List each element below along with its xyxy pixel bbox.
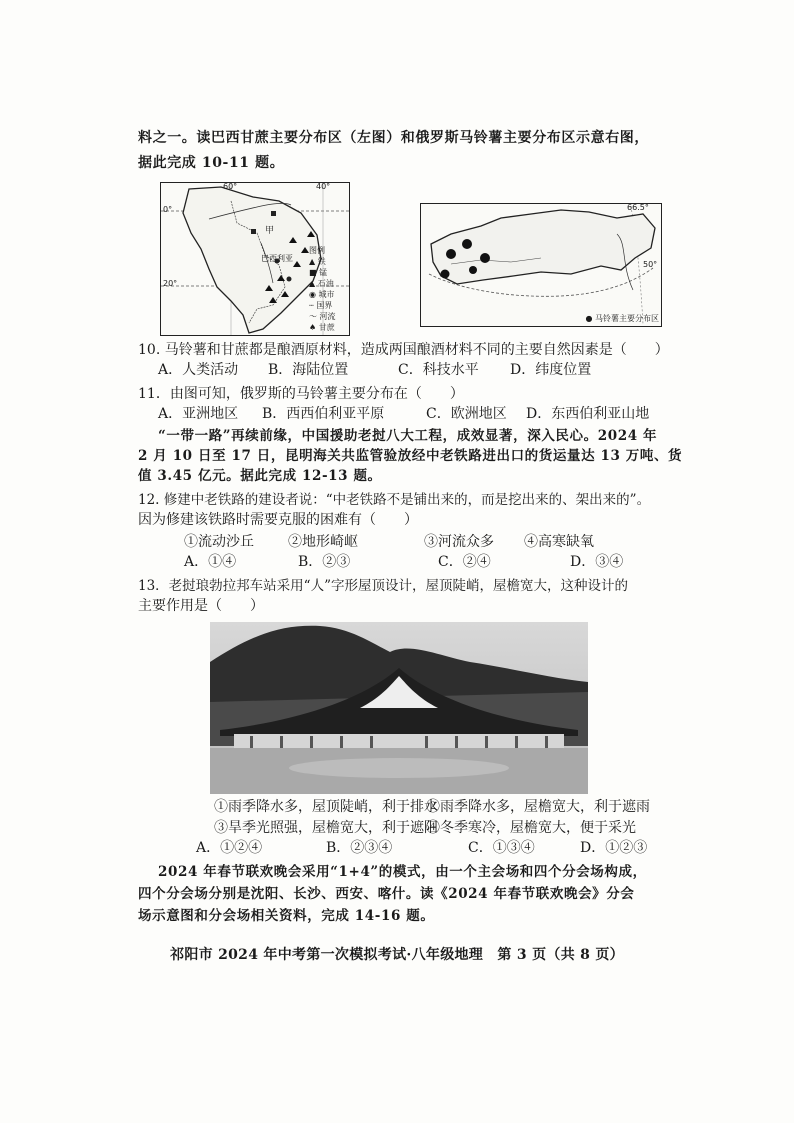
passage2-line-2: 2 月 10 日至 17 日，昆明海关共监管验放经中老铁路进出口的货运量达 13 万吨、货 [138, 448, 683, 464]
border-icon: ┄ [309, 301, 317, 310]
q13-stem-2: 主要作用是（ ） [138, 598, 264, 614]
q10-option-b[interactable]: B．海陆位置 [268, 362, 349, 378]
place-label-brasilia: 巴西利亚 [261, 254, 293, 263]
q12-stem-2: 因为修建该铁路时需要克服的困难有（ ） [138, 512, 418, 528]
intro-line-1: 料之一。读巴西甘蔗主要分布区（左图）和俄罗斯马铃薯主要分布区示意右图， [138, 130, 649, 146]
lon-label-60: 60° [223, 182, 238, 191]
passage3-line-3: 场示意图和分会场相关资料，完成 14-16 题。 [138, 908, 435, 924]
station-photo-drawing [210, 622, 588, 794]
russia-map [420, 203, 662, 327]
q13-stem-1: 13．老挝琅勃拉邦车站采用“人”字形屋顶设计，屋顶陡峭，屋檐宽大，这种设计的 [138, 578, 628, 594]
sugarcane-icon: ♠ [309, 323, 319, 332]
q12-option-b[interactable]: B．②③ [298, 554, 351, 570]
q13-option-b[interactable]: B．②③④ [326, 840, 393, 856]
q12-statement-1: ①流动沙丘 [184, 534, 254, 550]
river-icon: ～ [309, 312, 320, 321]
russia-legend: ● 马铃薯主要分布区 [585, 314, 659, 323]
q13-statement-3: ③旱季光照强，屋檐宽大，利于遮阳 [214, 820, 438, 836]
russia-map-drawing [421, 204, 661, 326]
brazil-legend [309, 245, 349, 335]
city-icon: ◉ [309, 290, 319, 299]
plaza-circle [289, 758, 509, 778]
legend-sugarcane: ♠ 甘蔗 [309, 323, 335, 332]
iron-icon: ▲ [309, 257, 318, 266]
intro-line-2: 据此完成 10-11 题。 [138, 155, 285, 171]
station-facade [234, 734, 564, 748]
lat-label-50: 50° [643, 260, 658, 269]
q12-option-a[interactable]: A．①④ [184, 554, 237, 570]
station-photo [210, 622, 588, 794]
q13-statement-2: ②雨季降水多，屋檐宽大，利于遮雨 [426, 799, 650, 815]
legend-iron: ▲ 铁 [309, 257, 326, 266]
q13-option-a[interactable]: A．①②④ [196, 840, 263, 856]
q11-option-c[interactable]: C．欧洲地区 [426, 406, 507, 422]
q12-statement-2: ②地形崎岖 [288, 534, 358, 550]
brazil-outline [183, 187, 321, 333]
q13-option-c[interactable]: C．①③④ [468, 840, 535, 856]
legend-border: ┄ 国界 [309, 301, 333, 310]
place-label-jia: 甲 [265, 226, 275, 236]
q12-option-d[interactable]: D．③④ [570, 554, 624, 570]
oil-icon: ▲ [309, 279, 318, 288]
q11-option-a[interactable]: A．亚洲地区 [158, 406, 239, 422]
q11-stem: 11．由图可知，俄罗斯的马铃薯主要分布在（ ） [138, 386, 464, 402]
q12-statement-4: ④高寒缺氧 [524, 534, 594, 550]
lat-label-66-5: 66.5° [627, 203, 649, 212]
q11-option-d[interactable]: D．东西伯利亚山地 [526, 406, 650, 422]
lat-label-0: 0° [163, 205, 173, 214]
passage2-line-1: “一带一路”再续前缘，中国援助老挝八大工程，成效显著，深入民心。2024 年 [158, 428, 658, 444]
lon-label-40: 40° [316, 182, 331, 191]
legend-manganese: ■ 锰 [309, 268, 328, 277]
q12-option-c[interactable]: C．②④ [438, 554, 491, 570]
brazil-map [160, 182, 350, 336]
passage3-line-2: 四个分会场分别是沈阳、长沙、西安、喀什。读《2024 年春节联欢晚会》分会 [138, 886, 635, 902]
q13-statement-1: ①雨季降水多，屋顶陡峭，利于排水 [214, 799, 438, 815]
passage3-line-1: 2024 年春节联欢晚会采用“1+4”的模式，由一个主会场和四个分会场构成， [158, 864, 647, 880]
legend-oil: ▲ 石油 [309, 279, 334, 288]
lat-label-20: 20° [163, 279, 178, 288]
q12-statement-3: ③河流众多 [424, 534, 494, 550]
q13-statement-4: ④冬季寒冷，屋檐宽大，便于采光 [426, 820, 636, 836]
page-footer: 祁阳市 2024 年中考第一次模拟考试·八年级地理 第 3 页（共 8 页） [170, 947, 624, 963]
q11-option-b[interactable]: B．西西伯利亚平原 [262, 406, 385, 422]
q12-stem-1: 12. 修建中老铁路的建设者说：“中老铁路不是铺出来的，而是挖出来的、架出来的”。 [138, 492, 651, 508]
passage2-line-3: 值 3.45 亿元。据此完成 12-13 题。 [138, 468, 382, 484]
q13-option-d[interactable]: D．①②③ [580, 840, 648, 856]
manganese-icon: ■ [309, 268, 320, 277]
q10-option-a[interactable]: A．人类活动 [158, 362, 239, 378]
potato-area-icon: ● [585, 314, 595, 323]
q10-option-c[interactable]: C．科技水平 [398, 362, 479, 378]
legend-title: 图例 [309, 246, 325, 255]
legend-city: ◉ 城市 [309, 290, 335, 299]
q10-option-d[interactable]: D．纬度位置 [510, 362, 592, 378]
legend-river: ～ 河流 [309, 312, 336, 321]
q10-stem: 10. 马铃薯和甘蔗都是酿酒原材料，造成两国酿酒材料不同的主要自然因素是（ ） [138, 342, 669, 358]
